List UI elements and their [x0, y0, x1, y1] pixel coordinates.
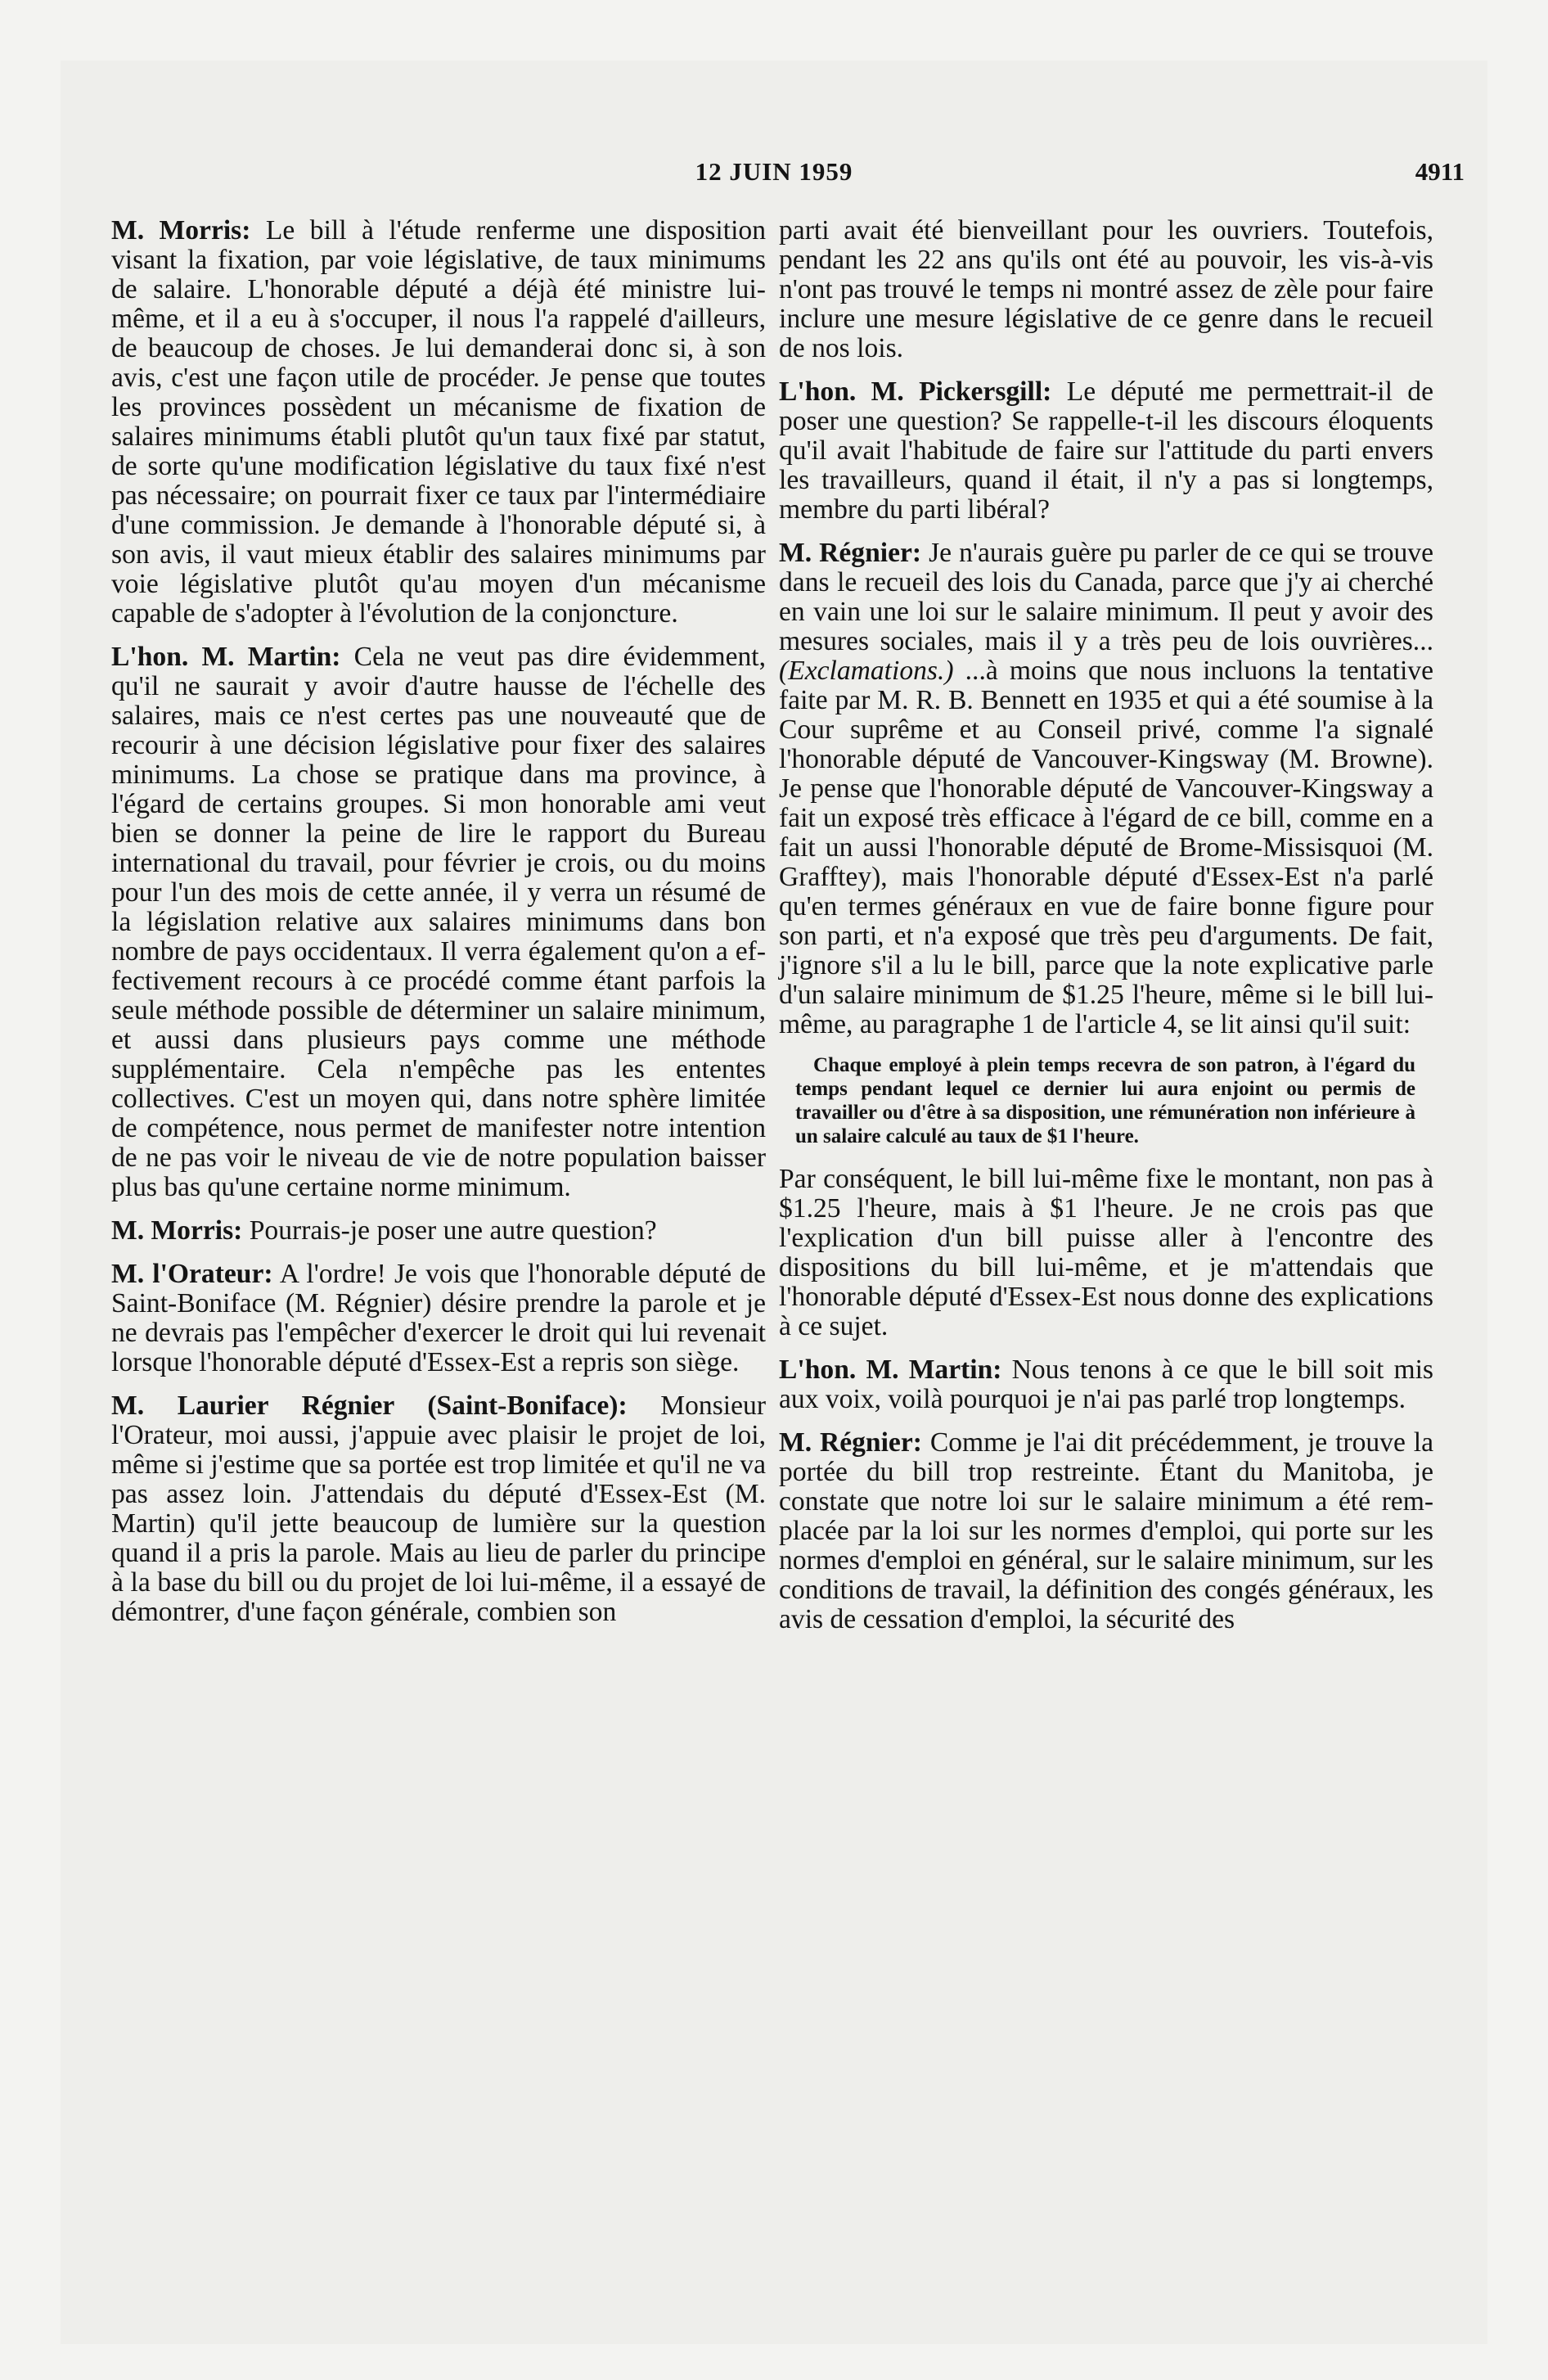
speech-text: Le député me permettrait-il de poser une question? Se rappelle-t-il les discours éloquents qu'il avait l'habitude de faire sur l'attitude du parti envers les travailleurs, quand il était, il n'y a pas si longtemps, membre du parti libéral? [779, 376, 1434, 525]
speech-text: Monsieur l'Orateur, moi aussi, j'appuie avec plaisir le projet de loi, même si j'estime que sa portée est trop limitée et qu'il ne va pas assez loin. J'attendais du député d'Essex-Est (M. Martin) qu'il jette beaucoup de lumière sur la question quand il a pris la parole. Mais au lieu de parler du principe à la base du bill ou du projet de loi lui-même, il a essayé de démontrer, d'une façon générale, combien son [111, 1391, 766, 1627]
paragraph-regnier-3 [779, 1428, 1433, 1634]
right-column [779, 216, 1433, 1648]
paragraph-continuation: parti avait été bienveillant pour les ouvriers. Toutefois, pendant les 22 ans qu'ils ont été au pouvoir, les vis-à-vis n'ont pas trouvé le temps ni montré assez de zèle pour faire inclure une mesure législative de ce genre dans le recueil de nos lois. [779, 215, 1433, 363]
interjection: (Exclamations.) [779, 656, 954, 686]
header-date: 12 JUIN 1959 [695, 157, 853, 186]
paragraph-martin-1 [111, 642, 766, 1202]
running-header [61, 157, 1487, 190]
speaker-name: M. Morris: [111, 1215, 243, 1246]
speech-text: A l'ordre! Je vois que l'honorable député de Saint-Boniface (M. Régnier) désire prendre la parole et je ne devrais pas l'empêcher d'exercer le droit qui lui revenait lorsque l'honorable député d'Essex-Est a repris son siège. [111, 1259, 767, 1377]
speaker-name: L'hon. M. Martin: [779, 1355, 1002, 1385]
speech-text-continued: ...à moins que nous incluons la tentative faite par M. R. B. Bennett en 1935 et qui a été soumise à la Cour suprême et au Conseil privé, comme l'a signalé l'honorable député de Vancouver-Kingsway (M. Browne). Je pense que l'honorable député de Vancouver-Kingsway a fait un exposé très efficace à l'égard de ce bill, comme en a fait un aussi l'honorable député de Brome-Missisquoi (M. Grafftey), mais l'honorable député d'Essex-Est n'a parlé qu'en termes généraux en vue de faire bonne figure pour son parti, et n'a exposé que très peu d'arguments. De fait, j'ignore s'il a lu le bill, parce que la note explicative parle d'un salaire minimum de $1.25 l'heure, même si le bill lui-même, au paragraphe 1 de l'article 4, se lit ainsi qu'il suit: [779, 656, 1433, 1039]
speaker-name: M. Régnier: [779, 538, 922, 568]
speech-text: Cela ne veut pas dire évidemment, qu'il ne saurait y avoir d'autre hausse de l'échelle des salaires, mais ce n'est certes pas une nouveauté que de recourir à une décision législative pour fixer des salaires minimums. La chose se pratique dans ma province, à l'égard de certains groupes. Si mon honorable ami veut bien se donner la peine de lire le rapport du Bureau international du travail, pour février je crois, ou du moins pour l'un des mois de cette année, il y verra un résumé de la législation relative aux salaires minimums dans bon nombre de pays occidentaux. Il verra également qu'on a effectivement recours à ce procédé comme étant parfois la seule méthode possible de déterminer un salaire minimum, et aussi dans plusieurs pays comme une méthode supplémentaire. Cela n'empêche pas les ententes collectives. C'est un moyen qui, dans notre sphère limitée de compétence, nous permet de manifester notre intention de ne pas voir le niveau de vie de notre population baisser plus bas qu'une certaine norme minimum. [111, 642, 766, 1202]
speech-text: Pourrais-je poser une autre question? [242, 1215, 657, 1246]
paragraph-martin-2 [779, 1355, 1433, 1414]
paragraph-regnier-2 [779, 539, 1433, 1039]
speech-text: Le bill à l'étude renferme une disposition visant la fixation, par voie législative, de taux minimums de salaire. L'honorable député a déjà été ministre lui-même, et il a eu à s'occuper, il nous l'a rappelé d'ailleurs, de beaucoup de choses. Je lui demanderai donc si, à son avis, c'est une façon utile de procéder. Je pense que toutes les provinces possèdent un mécanisme de fixation de salaires minimums établi plutôt qu'un taux fixé par statut, de sorte qu'une modification législative du taux fixé n'est pas nécessaire; on pourrait fixer ce taux par l'intermédiaire d'une commission. Je demande à l'honorable député si, à son avis, il vaut mieux établir des salaires minimums par voie législative plutôt qu'au moyen d'un mécanisme capable de s'adopter à l'évolution de la conjoncture. [111, 215, 766, 629]
paragraph-morris-2 [111, 1216, 766, 1246]
page-number: 4911 [1415, 157, 1465, 186]
paragraph-pickersgill [779, 377, 1433, 525]
speech-text: Comme je l'ai dit précédemment, je trouve la portée du bill trop restreinte. Étant du Manitoba, je constate que notre loi sur le salaire minimum a été remplacée par la loi sur les normes d'emploi, qui porte sur les normes d'emploi en général, sur le salaire minimum, sur les conditions de travail, la définition des congés généraux, les avis de cessation d'emploi, la sécurité des [779, 1427, 1433, 1634]
paragraph-after-quote: Par conséquent, le bill lui-même fixe le montant, non pas à $1.25 l'heure, mais à $1 l'heure. Je ne crois pas que l'explication d'un bill puisse aller à l'encontre des dispositions du bill lui-même, et je m'attendais que l'honorable député d'Essex-Est nous donne des explications à ce sujet. [779, 1164, 1433, 1341]
quoted-bill-clause: Chaque employé à plein temps recevra de son patron, à l'égard du temps pendant lequel ce dernier lui aura enjoint ou permis de travailler ou d'être à sa disposition, une rémunération non inférieure à un salaire calculé au taux de $1 l'heure. [795, 1054, 1415, 1147]
speech-text: Je n'aurais guère pu parler de ce qui se trouve dans le recueil des lois du Canada, parce que j'y ai cherché en vain une loi sur le salaire minimum. Il peut y avoir des mesures sociales, mais il y a très peu de lois ouvrières... [779, 538, 1433, 656]
paragraph-morris-1 [111, 216, 766, 629]
paragraph-orateur [111, 1260, 766, 1377]
speaker-name: L'hon. M. Martin: [111, 642, 341, 672]
paragraph-regnier-1 [111, 1391, 766, 1627]
left-column [111, 216, 766, 1641]
speaker-name: M. l'Orateur: [111, 1259, 273, 1289]
speaker-name: L'hon. M. Pickersgill: [779, 376, 1052, 407]
speech-text: Nous tenons à ce que le bill soit mis aux voix, voilà pourquoi je n'ai pas parlé trop longtemps. [779, 1355, 1433, 1414]
speaker-name: M. Régnier: [779, 1427, 922, 1458]
speaker-name: M. Morris: [111, 215, 251, 246]
speaker-name: M. Laurier Régnier (Saint-Boniface): [111, 1391, 628, 1421]
page-sheet [61, 61, 1487, 2344]
